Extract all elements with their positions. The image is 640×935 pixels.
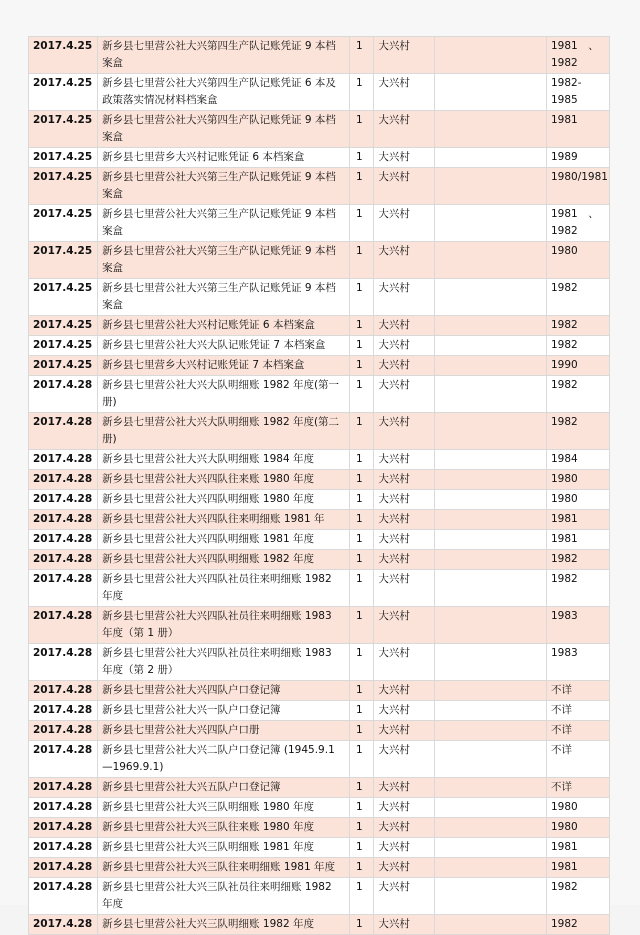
table-row (29, 878, 610, 915)
date-cell: 2017.4.28 (29, 681, 98, 701)
count-cell: 1 (349, 111, 373, 148)
date-cell: 2017.4.25 (29, 316, 98, 336)
table-row (29, 376, 610, 413)
date-cell: 2017.4.28 (29, 510, 98, 530)
date-cell: 2017.4.28 (29, 644, 98, 681)
count-cell: 1 (349, 450, 373, 470)
count-cell: 1 (349, 168, 373, 205)
date-cell: 2017.4.25 (29, 336, 98, 356)
title-cell: 新乡县七里营公社大兴一队户口登记簿 (98, 701, 350, 721)
count-cell: 1 (349, 858, 373, 878)
years-cell: 1982 (546, 915, 609, 935)
village-cell: 大兴村 (374, 413, 435, 450)
village-cell: 大兴村 (374, 570, 435, 607)
title-cell: 新乡县七里营公社大兴四队户口册 (98, 721, 350, 741)
village-cell: 大兴村 (374, 701, 435, 721)
village-cell: 大兴村 (374, 878, 435, 915)
blank-cell (435, 450, 547, 470)
years-cell: 1981 (546, 111, 609, 148)
table-row (29, 701, 610, 721)
village-cell: 大兴村 (374, 530, 435, 550)
years-cell: 1980 (546, 798, 609, 818)
years-cell: 1983 (546, 607, 609, 644)
count-cell: 1 (349, 316, 373, 336)
count-cell: 1 (349, 530, 373, 550)
table-row (29, 818, 610, 838)
years-cell: 不详 (546, 741, 609, 778)
table-row (29, 148, 610, 168)
village-cell: 大兴村 (374, 148, 435, 168)
village-cell: 大兴村 (374, 450, 435, 470)
village-cell: 大兴村 (374, 74, 435, 111)
blank-cell (435, 111, 547, 148)
years-cell: 1982 (546, 316, 609, 336)
title-cell: 新乡县七里营公社大兴五队户口登记簿 (98, 778, 350, 798)
title-cell: 新乡县七里营公社大兴第四生产队记账凭证 9 本档案盒 (98, 111, 350, 148)
count-cell: 1 (349, 550, 373, 570)
count-cell: 1 (349, 838, 373, 858)
village-cell: 大兴村 (374, 721, 435, 741)
table-row (29, 798, 610, 818)
years-cell: 不详 (546, 701, 609, 721)
years-cell: 1989 (546, 148, 609, 168)
count-cell: 1 (349, 336, 373, 356)
table-row (29, 279, 610, 316)
table-row (29, 316, 610, 336)
years-cell: 1990 (546, 356, 609, 376)
village-cell: 大兴村 (374, 644, 435, 681)
table-row (29, 470, 610, 490)
blank-cell (435, 550, 547, 570)
count-cell: 1 (349, 701, 373, 721)
blank-cell (435, 721, 547, 741)
table-row (29, 336, 610, 356)
title-cell: 新乡县七里营公社大兴大队明细账 1982 年度(第二册) (98, 413, 350, 450)
blank-cell (435, 607, 547, 644)
blank-cell (435, 510, 547, 530)
count-cell: 1 (349, 413, 373, 450)
count-cell: 1 (349, 721, 373, 741)
date-cell: 2017.4.28 (29, 741, 98, 778)
title-cell: 新乡县七里营公社大兴大队记账凭证 7 本档案盒 (98, 336, 350, 356)
title-cell: 新乡县七里营乡大兴村记账凭证 6 本档案盒 (98, 148, 350, 168)
village-cell: 大兴村 (374, 741, 435, 778)
table-row (29, 510, 610, 530)
village-cell: 大兴村 (374, 818, 435, 838)
village-cell: 大兴村 (374, 376, 435, 413)
years-cell: 不详 (546, 778, 609, 798)
title-cell: 新乡县七里营公社大兴四队明细账 1980 年度 (98, 490, 350, 510)
table-row (29, 858, 610, 878)
blank-cell (435, 316, 547, 336)
title-cell: 新乡县七里营公社大兴四队往来账 1980 年度 (98, 470, 350, 490)
date-cell: 2017.4.25 (29, 356, 98, 376)
years-cell: 1980 (546, 818, 609, 838)
blank-cell (435, 778, 547, 798)
blank-cell (435, 570, 547, 607)
village-cell: 大兴村 (374, 778, 435, 798)
title-cell: 新乡县七里营公社大兴第三生产队记账凭证 9 本档案盒 (98, 205, 350, 242)
village-cell: 大兴村 (374, 607, 435, 644)
title-cell: 新乡县七里营公社大兴三队往来明细账 1981 年度 (98, 858, 350, 878)
count-cell: 1 (349, 798, 373, 818)
title-cell: 新乡县七里营公社大兴二队户口登记簿 (1945.9.1—1969.9.1) (98, 741, 350, 778)
count-cell: 1 (349, 681, 373, 701)
table-row (29, 205, 610, 242)
archive-table (28, 36, 610, 935)
date-cell: 2017.4.28 (29, 915, 98, 935)
title-cell: 新乡县七里营公社大兴三队明细账 1981 年度 (98, 838, 350, 858)
village-cell: 大兴村 (374, 550, 435, 570)
blank-cell (435, 490, 547, 510)
blank-cell (435, 701, 547, 721)
years-cell: 1980/1981 (546, 168, 609, 205)
table-row (29, 490, 610, 510)
years-cell: 1983 (546, 644, 609, 681)
table-row (29, 111, 610, 148)
years-cell: 1981 、1982 (546, 205, 609, 242)
title-cell: 新乡县七里营公社大兴四队往来明细账 1981 年 (98, 510, 350, 530)
count-cell: 1 (349, 607, 373, 644)
count-cell: 1 (349, 741, 373, 778)
title-cell: 新乡县七里营公社大兴四队社员往来明细账 1982 年度 (98, 570, 350, 607)
title-cell: 新乡县七里营公社大兴四队明细账 1981 年度 (98, 530, 350, 550)
date-cell: 2017.4.28 (29, 878, 98, 915)
date-cell: 2017.4.25 (29, 168, 98, 205)
date-cell: 2017.4.25 (29, 148, 98, 168)
date-cell: 2017.4.28 (29, 701, 98, 721)
table-row (29, 530, 610, 550)
years-cell: 1982-1985 (546, 74, 609, 111)
blank-cell (435, 470, 547, 490)
years-cell: 1981 、1982 (546, 37, 609, 74)
village-cell: 大兴村 (374, 111, 435, 148)
blank-cell (435, 205, 547, 242)
blank-cell (435, 148, 547, 168)
blank-cell (435, 838, 547, 858)
village-cell: 大兴村 (374, 242, 435, 279)
village-cell: 大兴村 (374, 205, 435, 242)
date-cell: 2017.4.25 (29, 111, 98, 148)
title-cell: 新乡县七里营公社大兴第三生产队记账凭证 9 本档案盒 (98, 168, 350, 205)
table-row (29, 721, 610, 741)
count-cell: 1 (349, 915, 373, 935)
blank-cell (435, 336, 547, 356)
title-cell: 新乡县七里营公社大兴大队明细账 1984 年度 (98, 450, 350, 470)
title-cell: 新乡县七里营公社大兴三队明细账 1982 年度 (98, 915, 350, 935)
years-cell: 不详 (546, 681, 609, 701)
date-cell: 2017.4.28 (29, 798, 98, 818)
table-row (29, 741, 610, 778)
years-cell: 1981 (546, 838, 609, 858)
blank-cell (435, 915, 547, 935)
title-cell: 新乡县七里营公社大兴第三生产队记账凭证 9 本档案盒 (98, 242, 350, 279)
date-cell: 2017.4.25 (29, 74, 98, 111)
village-cell: 大兴村 (374, 915, 435, 935)
date-cell: 2017.4.25 (29, 242, 98, 279)
blank-cell (435, 74, 547, 111)
count-cell: 1 (349, 490, 373, 510)
village-cell: 大兴村 (374, 279, 435, 316)
years-cell: 1982 (546, 570, 609, 607)
table-row (29, 550, 610, 570)
village-cell: 大兴村 (374, 37, 435, 74)
title-cell: 新乡县七里营公社大兴三队社员往来明细账 1982 年度 (98, 878, 350, 915)
years-cell: 不详 (546, 721, 609, 741)
table-row (29, 644, 610, 681)
table-row (29, 450, 610, 470)
date-cell: 2017.4.28 (29, 376, 98, 413)
date-cell: 2017.4.25 (29, 279, 98, 316)
title-cell: 新乡县七里营乡大兴村记账凭证 7 本档案盒 (98, 356, 350, 376)
blank-cell (435, 681, 547, 701)
title-cell: 新乡县七里营公社大兴四队明细账 1982 年度 (98, 550, 350, 570)
village-cell: 大兴村 (374, 470, 435, 490)
date-cell: 2017.4.28 (29, 550, 98, 570)
date-cell: 2017.4.28 (29, 778, 98, 798)
date-cell: 2017.4.25 (29, 205, 98, 242)
blank-cell (435, 858, 547, 878)
table-row (29, 242, 610, 279)
village-cell: 大兴村 (374, 490, 435, 510)
date-cell: 2017.4.28 (29, 470, 98, 490)
count-cell: 1 (349, 644, 373, 681)
date-cell: 2017.4.28 (29, 858, 98, 878)
blank-cell (435, 356, 547, 376)
count-cell: 1 (349, 570, 373, 607)
date-cell: 2017.4.28 (29, 490, 98, 510)
count-cell: 1 (349, 205, 373, 242)
years-cell: 1981 (546, 858, 609, 878)
blank-cell (435, 413, 547, 450)
count-cell: 1 (349, 279, 373, 316)
count-cell: 1 (349, 376, 373, 413)
count-cell: 1 (349, 74, 373, 111)
date-cell: 2017.4.28 (29, 413, 98, 450)
village-cell: 大兴村 (374, 316, 435, 336)
years-cell: 1981 (546, 510, 609, 530)
title-cell: 新乡县七里营公社大兴三队往来账 1980 年度 (98, 818, 350, 838)
blank-cell (435, 798, 547, 818)
table-row (29, 681, 610, 701)
years-cell: 1980 (546, 242, 609, 279)
village-cell: 大兴村 (374, 356, 435, 376)
date-cell: 2017.4.28 (29, 721, 98, 741)
years-cell: 1982 (546, 376, 609, 413)
count-cell: 1 (349, 37, 373, 74)
count-cell: 1 (349, 356, 373, 376)
date-cell: 2017.4.28 (29, 570, 98, 607)
years-cell: 1980 (546, 490, 609, 510)
village-cell: 大兴村 (374, 168, 435, 205)
date-cell: 2017.4.28 (29, 838, 98, 858)
village-cell: 大兴村 (374, 838, 435, 858)
title-cell: 新乡县七里营公社大兴第四生产队记账凭证 6 本及政策落实情况材料档案盒 (98, 74, 350, 111)
count-cell: 1 (349, 148, 373, 168)
blank-cell (435, 530, 547, 550)
years-cell: 1980 (546, 470, 609, 490)
table-row (29, 778, 610, 798)
years-cell: 1982 (546, 413, 609, 450)
table-row (29, 915, 610, 935)
date-cell: 2017.4.28 (29, 818, 98, 838)
count-cell: 1 (349, 818, 373, 838)
title-cell: 新乡县七里营公社大兴村记账凭证 6 本档案盒 (98, 316, 350, 336)
title-cell: 新乡县七里营公社大兴四队社员往来明细账 1983 年度（第 2 册） (98, 644, 350, 681)
years-cell: 1982 (546, 336, 609, 356)
blank-cell (435, 644, 547, 681)
count-cell: 1 (349, 470, 373, 490)
years-cell: 1982 (546, 550, 609, 570)
table-row (29, 74, 610, 111)
years-cell: 1981 (546, 530, 609, 550)
title-cell: 新乡县七里营公社大兴四队社员往来明细账 1983 年度（第 1 册） (98, 607, 350, 644)
blank-cell (435, 279, 547, 316)
years-cell: 1982 (546, 279, 609, 316)
blank-cell (435, 741, 547, 778)
table-row (29, 168, 610, 205)
count-cell: 1 (349, 242, 373, 279)
table-row (29, 37, 610, 74)
table-row (29, 356, 610, 376)
title-cell: 新乡县七里营公社大兴大队明细账 1982 年度(第一册) (98, 376, 350, 413)
blank-cell (435, 818, 547, 838)
date-cell: 2017.4.28 (29, 607, 98, 644)
table-row (29, 413, 610, 450)
date-cell: 2017.4.25 (29, 37, 98, 74)
blank-cell (435, 878, 547, 915)
years-cell: 1984 (546, 450, 609, 470)
village-cell: 大兴村 (374, 510, 435, 530)
date-cell: 2017.4.28 (29, 530, 98, 550)
village-cell: 大兴村 (374, 798, 435, 818)
count-cell: 1 (349, 510, 373, 530)
village-cell: 大兴村 (374, 858, 435, 878)
title-cell: 新乡县七里营公社大兴第三生产队记账凭证 9 本档案盒 (98, 279, 350, 316)
title-cell: 新乡县七里营公社大兴三队明细账 1980 年度 (98, 798, 350, 818)
blank-cell (435, 168, 547, 205)
village-cell: 大兴村 (374, 681, 435, 701)
blank-cell (435, 376, 547, 413)
years-cell: 1982 (546, 878, 609, 915)
date-cell: 2017.4.28 (29, 450, 98, 470)
count-cell: 1 (349, 878, 373, 915)
village-cell: 大兴村 (374, 336, 435, 356)
archive-table-body (29, 37, 610, 935)
table-row (29, 607, 610, 644)
table-row (29, 570, 610, 607)
table-row (29, 838, 610, 858)
count-cell: 1 (349, 778, 373, 798)
blank-cell (435, 37, 547, 74)
title-cell: 新乡县七里营公社大兴第四生产队记账凭证 9 本档案盒 (98, 37, 350, 74)
title-cell: 新乡县七里营公社大兴四队户口登记簿 (98, 681, 350, 701)
blank-cell (435, 242, 547, 279)
